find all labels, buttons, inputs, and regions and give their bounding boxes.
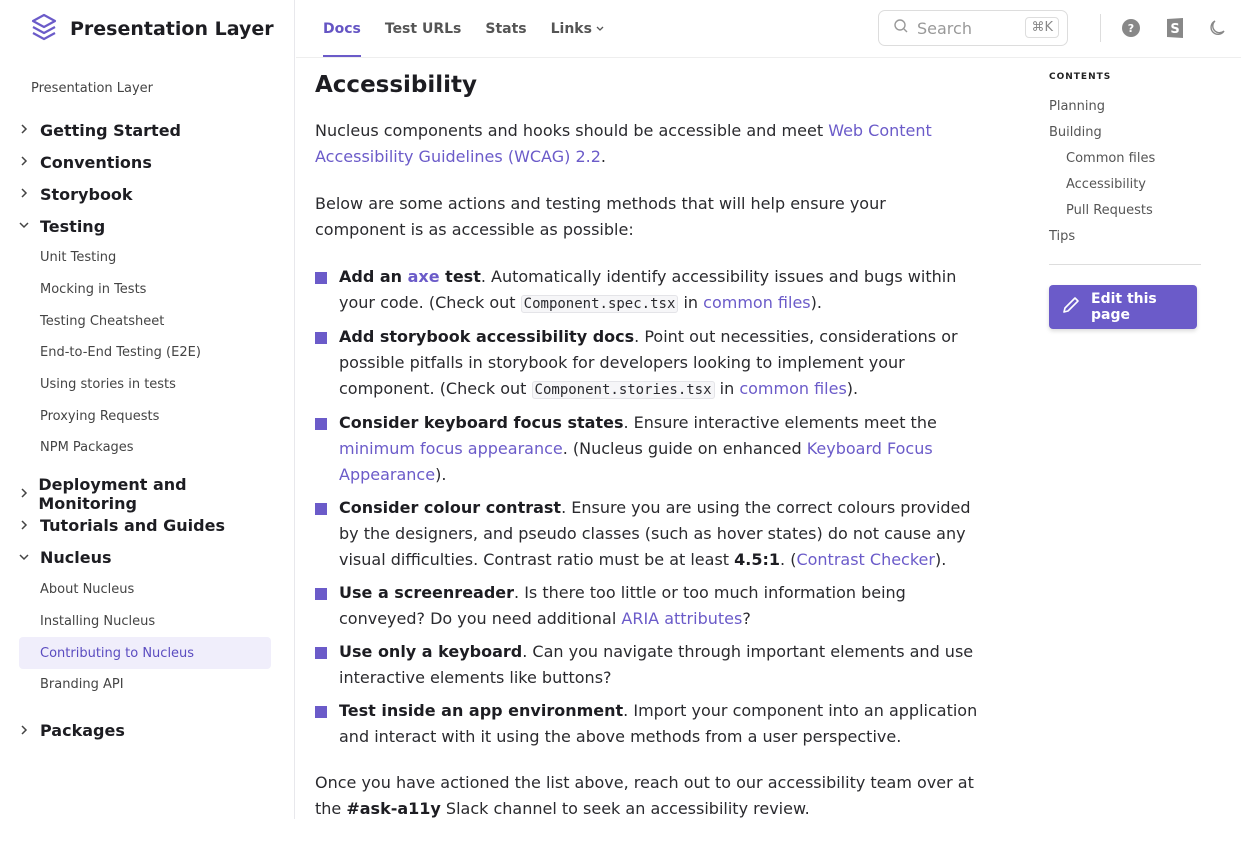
sidebar-section[interactable] (19, 146, 271, 178)
link[interactable]: Web Content Accessibility Guidelines (WCAG) 2.2 (315, 121, 932, 166)
bold-text: Use a screenreader (339, 583, 515, 602)
toc-link[interactable]: Planning (1049, 99, 1105, 114)
chevron-down-icon (595, 21, 605, 37)
list-item (315, 580, 980, 632)
sidebar-root-link[interactable]: Presentation Layer (31, 81, 154, 96)
brand[interactable] (30, 12, 274, 46)
sidebar-section-label: Packages (40, 721, 125, 741)
text: Below are some actions and testing methods that will help ensure your component is as accessible as possible: (315, 194, 886, 239)
search-input[interactable] (878, 10, 1068, 46)
text: . Import your component into an application and interact with it using the above methods from a user perspective. (339, 701, 978, 746)
bold-text: Consider colour contrast (339, 498, 562, 517)
spacer (19, 701, 271, 715)
action-list (315, 264, 980, 750)
outro-paragraph (315, 770, 980, 822)
sidebar-item[interactable]: About Nucleus (40, 582, 135, 598)
bold-text: #ask-a11y (346, 799, 441, 818)
text: Once you have actioned the list above, reach out to our accessibility team over at the (315, 773, 974, 818)
search-placeholder: Search (917, 18, 972, 38)
toc-link[interactable]: Building (1049, 125, 1102, 140)
divider (1100, 14, 1101, 42)
sidebar-item[interactable]: Proxying Requests (40, 408, 160, 424)
sidebar-section-label: Testing (40, 216, 106, 236)
sidebar-item[interactable]: Contributing to Nucleus (19, 637, 271, 669)
sidebar-section[interactable] (19, 210, 271, 242)
tab-label: Stats (485, 21, 527, 37)
svg-text:?: ? (1127, 22, 1135, 35)
article (315, 72, 980, 843)
text: ). (435, 465, 447, 484)
bold-text: 4.5:1 (734, 550, 781, 569)
link[interactable]: axe (407, 267, 440, 286)
layers-logo-icon (30, 12, 58, 46)
text: . Is there too little or too much information being conveyed? Do you need additional (339, 583, 906, 628)
text: ). (810, 293, 822, 312)
link[interactable]: ARIA attributes (621, 609, 743, 628)
text: ). (846, 379, 859, 398)
toc-heading: CONTENTS (1049, 72, 1112, 82)
sidebar-item[interactable]: Branding API (40, 677, 124, 693)
chevron-right-icon (19, 123, 40, 137)
intro-paragraph (315, 118, 980, 170)
sidebar-item[interactable]: End-to-End Testing (E2E) (40, 345, 201, 361)
chevron-right-icon (19, 187, 40, 201)
dark-mode-moon-icon[interactable] (1207, 18, 1227, 38)
text: . ( (780, 550, 797, 569)
sidebar-item[interactable]: Using stories in tests (40, 377, 176, 393)
tab-docs[interactable] (323, 0, 361, 58)
toc-link[interactable]: Common files (1066, 151, 1156, 166)
edit-page-label: Edit this page (1091, 291, 1157, 323)
sidebar-item[interactable]: NPM Packages (40, 440, 134, 456)
text: Slack channel to seek an accessibility review. (440, 799, 810, 818)
tab-links[interactable] (551, 0, 605, 58)
sidebar (0, 0, 295, 819)
list-item (315, 264, 980, 317)
search-shortcut: ⌘K (1025, 17, 1059, 38)
sidebar-section-label: Tutorials and Guides (40, 516, 225, 536)
link[interactable]: Keyboard Focus Appearance (339, 439, 933, 484)
sidebar-section-label: Deployment and Monitoring (38, 474, 187, 513)
text: Nucleus components and hooks should be accessible and meet (315, 121, 829, 140)
text: . Automatically identify accessibility issues and bugs within your code. (Check out (339, 267, 957, 312)
tab-label: Docs (323, 21, 361, 37)
sidebar-section-label: Storybook (40, 184, 133, 204)
toc-link[interactable]: Pull Requests (1066, 203, 1153, 218)
sidebar-section[interactable] (19, 178, 271, 210)
list-item (315, 495, 980, 573)
sidebar-item[interactable]: Testing Cheatsheet (40, 313, 165, 329)
link[interactable]: Contrast Checker (796, 550, 935, 569)
text: . Point out necessities, considerations or possible pitfalls in storybook for developers looking to implement your component. (Check out (339, 327, 958, 398)
link[interactable]: minimum focus appearance (339, 439, 563, 458)
svg-text:S: S (1170, 22, 1180, 37)
list-item (315, 639, 980, 691)
chevron-right-icon (19, 519, 40, 533)
sidebar-section-label: Nucleus (40, 548, 112, 568)
text: . Can you navigate through important elements and use interactive elements like buttons? (339, 642, 974, 687)
text: . Ensure you are using the correct colours provided by the designers, and pseudo classes (such as hover states) do not cause any visual difficulties. Contrast ratio must be at least (339, 498, 971, 569)
tab-stats[interactable] (485, 0, 526, 58)
text: ? (742, 609, 751, 628)
sidebar-section[interactable] (19, 715, 271, 747)
divider (1049, 264, 1201, 265)
search-icon (893, 18, 909, 38)
text: in (678, 293, 704, 312)
edit-page-button[interactable] (1049, 285, 1197, 329)
bold-text: Use only a keyboard (339, 642, 523, 661)
storybook-icon[interactable] (1165, 18, 1185, 38)
text: in (714, 379, 740, 398)
toc-link[interactable]: Tips (1049, 229, 1076, 244)
chevron-down-icon (19, 219, 40, 233)
sidebar-section[interactable] (19, 114, 271, 146)
table-of-contents (1049, 72, 1201, 329)
inline-code: Component.stories.tsx (532, 381, 715, 399)
inline-code: Component.spec.tsx (521, 295, 679, 313)
page-title: Accessibility (315, 72, 478, 98)
top-header (296, 0, 1241, 58)
sidebar-item[interactable]: Unit Testing (40, 250, 117, 266)
sidebar-section[interactable] (19, 510, 271, 542)
bold-text: test (439, 267, 481, 286)
text: ). (934, 550, 947, 569)
top-tabs (323, 0, 605, 58)
pencil-icon (1061, 295, 1081, 319)
brand-name: Presentation Layer (70, 18, 274, 40)
sidebar-item[interactable]: Mocking in Tests (40, 282, 147, 298)
toc-link[interactable]: Accessibility (1066, 177, 1146, 192)
link[interactable]: common files (739, 379, 847, 398)
text: . (Nucleus guide on enhanced (562, 439, 807, 458)
bold-text: Test inside an app environment (339, 701, 624, 720)
list-item (315, 698, 980, 750)
sidebar-item[interactable]: Installing Nucleus (40, 613, 156, 629)
text: . Ensure interactive elements meet the (623, 413, 937, 432)
sidebar-nav (19, 114, 271, 747)
link[interactable]: common files (703, 293, 811, 312)
chevron-right-icon (19, 155, 40, 169)
chevron-right-icon (19, 487, 38, 501)
tab-label: Test URLs (384, 21, 462, 37)
sidebar-section-label: Getting Started (40, 120, 181, 140)
list-item (315, 410, 980, 488)
chevron-down-icon (19, 551, 40, 565)
sidebar-section[interactable] (19, 474, 271, 513)
bold-text: Consider keyboard focus states (339, 413, 624, 432)
bold-text: Add storybook accessibility docs (339, 327, 635, 346)
sidebar-section-label: Conventions (40, 152, 152, 172)
tab-test-urls[interactable] (385, 0, 462, 58)
sidebar-section[interactable] (19, 542, 271, 574)
lead-paragraph (315, 191, 980, 243)
list-item (315, 324, 980, 403)
bold-text: Add an (339, 267, 408, 286)
tab-label: Links (550, 21, 592, 37)
help-icon[interactable] (1121, 18, 1141, 38)
chevron-right-icon (19, 724, 40, 738)
text: . (600, 147, 606, 166)
